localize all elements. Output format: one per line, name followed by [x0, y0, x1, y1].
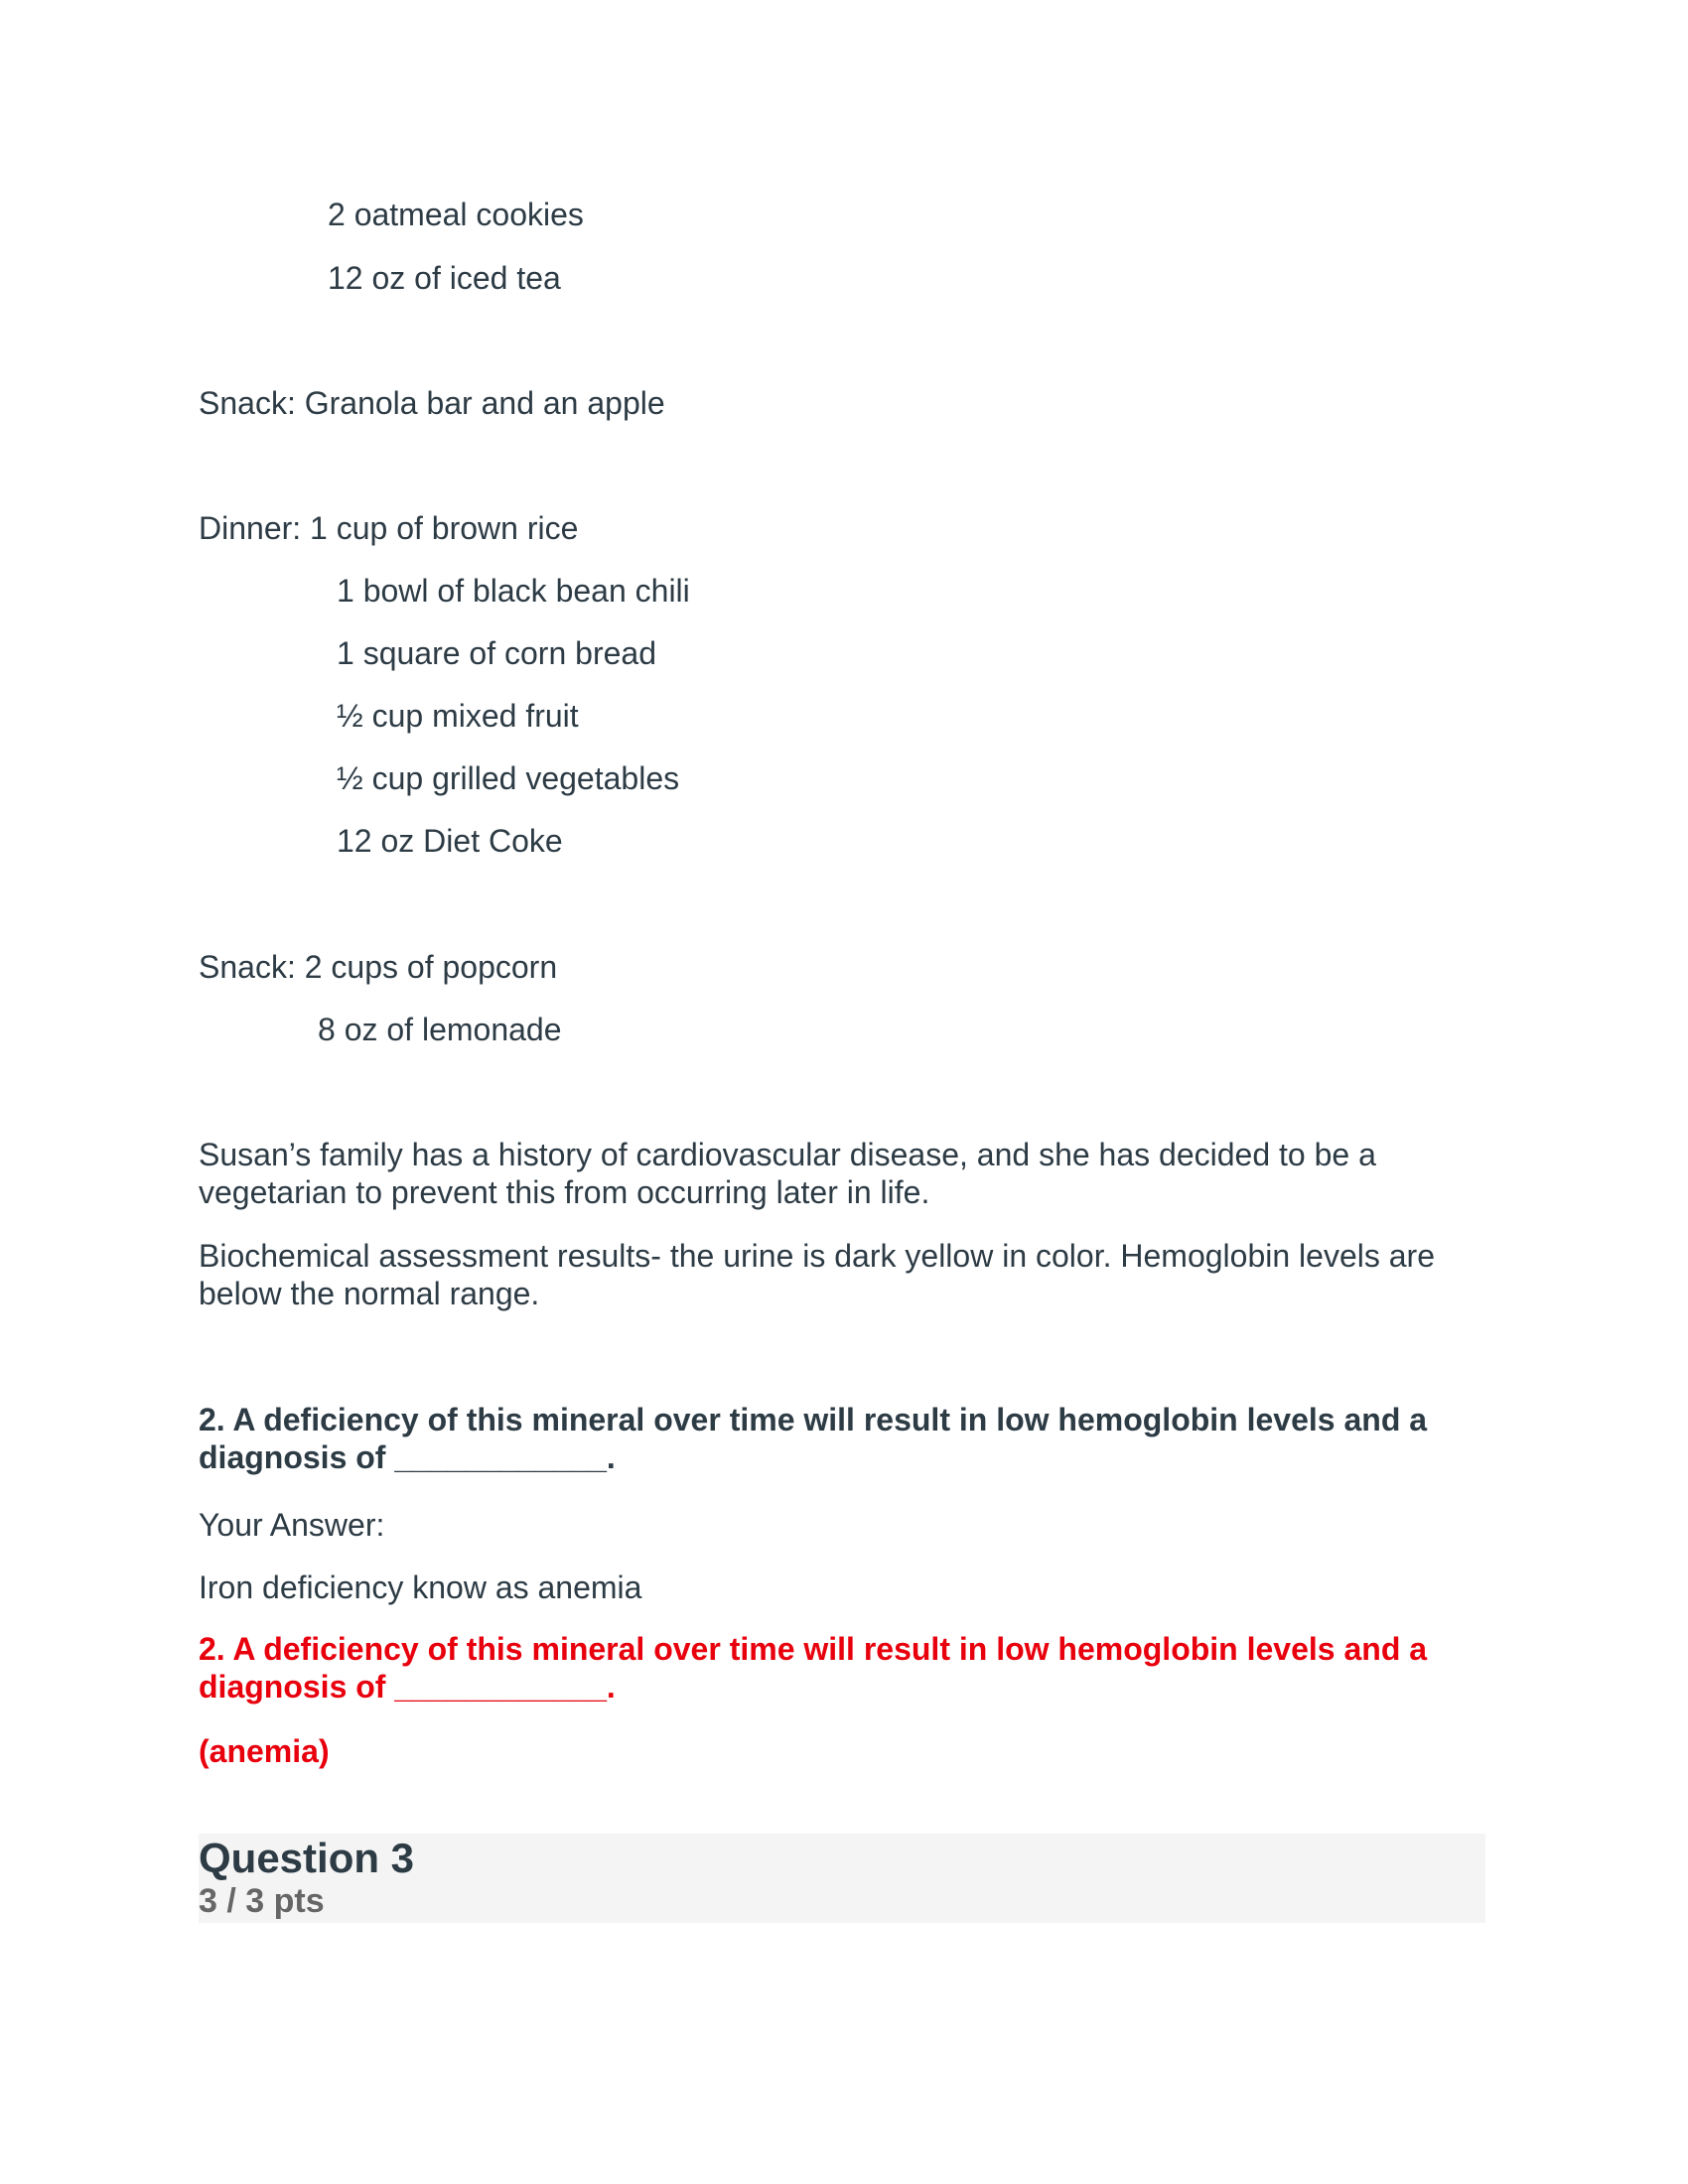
question3-title: Question 3 [199, 1835, 415, 1881]
dinner-item-corn-bread: 1 square of corn bread [337, 635, 656, 671]
lunch-item-cookies: 2 oatmeal cookies [328, 197, 584, 232]
biochemical-paragraph: Biochemical assessment results- the urine is dark yellow in color. Hemoglobin levels are below the normal range. [199, 1238, 1435, 1311]
snack-popcorn: Snack: 2 cups of popcorn [199, 949, 558, 985]
dinner-item-diet-coke: 12 oz Diet Coke [337, 823, 563, 859]
dinner-item-vegetables: ½ cup grilled vegetables [337, 760, 680, 796]
question3-header [199, 1834, 1485, 1923]
dinner-item-chili: 1 bowl of black bean chili [337, 573, 690, 609]
snack-granola: Snack: Granola bar and an apple [199, 385, 665, 421]
question3-points: 3 / 3 pts [199, 1882, 325, 1920]
family-history-paragraph: Susan’s family has a history of cardiovascular disease, and she has decided to be a vegetarian to prevent this from occurring later in life. [199, 1137, 1376, 1210]
snack-lemonade: 8 oz of lemonade [318, 1012, 562, 1047]
correct-answer-text: (anemia) [199, 1733, 330, 1769]
your-answer-label: Your Answer: [199, 1507, 385, 1543]
dinner-first-line: Dinner: 1 cup of brown rice [199, 510, 579, 546]
your-answer-text: Iron deficiency know as anemia [199, 1570, 642, 1605]
question2-prompt: 2. A deficiency of this mineral over time will result in low hemoglobin levels and a diagnosis of ____________. [199, 1402, 1428, 1475]
correct-answer-prompt: 2. A deficiency of this mineral over time will result in low hemoglobin levels and a diagnosis of ____________. [199, 1631, 1428, 1705]
dinner-item-mixed-fruit: ½ cup mixed fruit [337, 698, 579, 734]
lunch-item-iced-tea: 12 oz of iced tea [328, 260, 561, 296]
